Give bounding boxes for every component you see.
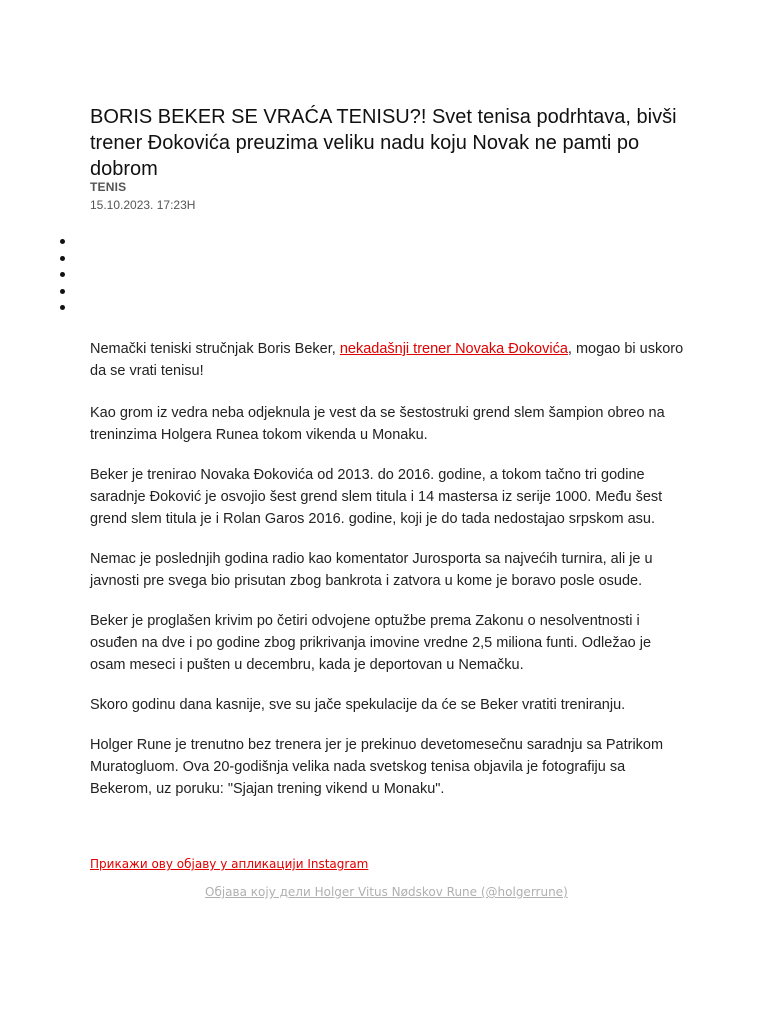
paragraph-1 (90, 338, 690, 382)
paragraph-5: Beker je proglašen krivim po četiri odvojene optužbe prema Zakonu o nesolventnosti i osuđen na dve i po godine zbog prikrivanja imovine vredne 2,5 miliona funti. Odležao je osam meseci i pušten u decembru, kada je deportovan u Nemačku. (90, 613, 652, 673)
article-date: 15.10.2023. 17:23H (90, 198, 196, 212)
article-title: BORIS BEKER SE VRAĆA TENISU?! Svet tenisa podrhtava, bivši trener Đokovića preuzima veliku nadu koju Novak ne pamti po dobrom (90, 106, 677, 180)
instagram-post-caption[interactable]: Објава коју дели Holger Vitus Nødskov Rune (@holgerrune) (205, 885, 568, 899)
paragraph-7: Holger Rune je trenutno bez trenera jer je prekinuo devetomesečnu saradnju sa Patrikom Muratogluom. Ova 20-godišnja velika nada svetskog tenisa objavila je fotografiju sa Bekerom, uz poruku: "Sjajan trening vikend u Monaku". (90, 737, 664, 797)
former-coach-link[interactable]: nekadašnji trener Novaka Đokovića (339, 341, 568, 357)
paragraph-4: Nemac je poslednjih godina radio kao komentator Jurosporta sa najvećih turnira, ali je u javnosti pre svega bio prisutan zbog bankrota i zatvora u kome je boravo posle osude. (90, 551, 653, 589)
share-item[interactable] (45, 266, 65, 283)
article-body (90, 338, 690, 818)
paragraph-3: Beker je trenirao Novaka Đokovića od 2013. do 2016. godine, a tokom tačno tri godine saradnje Đoković je osvojio šest grend slem titula i 14 mastersa iz serije 1000. Među šest grend slem titula je i Rolan Garos 2016. godine, koji je do tada nedostajao srpskom asu. (90, 467, 663, 527)
share-item[interactable] (45, 233, 65, 250)
instagram-view-link[interactable]: Прикажи ову објаву у апликацији Instagram (90, 857, 369, 871)
bullet-icon (60, 239, 65, 244)
paragraph-1-start: Nemački teniski stručnjak Boris Beker, (90, 341, 340, 357)
paragraph-6: Skoro godinu dana kasnije, sve su jače spekulacije da će se Beker vratiti treniranju. (90, 697, 626, 713)
bullet-icon (60, 289, 65, 294)
share-list (45, 233, 65, 316)
paragraph-2: Kao grom iz vedra neba odjeknula je vest da se šestostruki grend slem šampion obreo na treninzima Holgera Runea tokom vikenda u Monaku. (90, 405, 665, 443)
share-item[interactable] (45, 283, 65, 300)
paragraph-1-end: , mogao bi uskoro da se vrati tenisu! (90, 341, 684, 379)
share-item[interactable] (45, 299, 65, 316)
article-category[interactable]: TENIS (90, 180, 127, 194)
bullet-icon (60, 256, 65, 261)
share-item[interactable] (45, 250, 65, 267)
bullet-icon (60, 272, 65, 277)
bullet-icon (60, 305, 65, 310)
